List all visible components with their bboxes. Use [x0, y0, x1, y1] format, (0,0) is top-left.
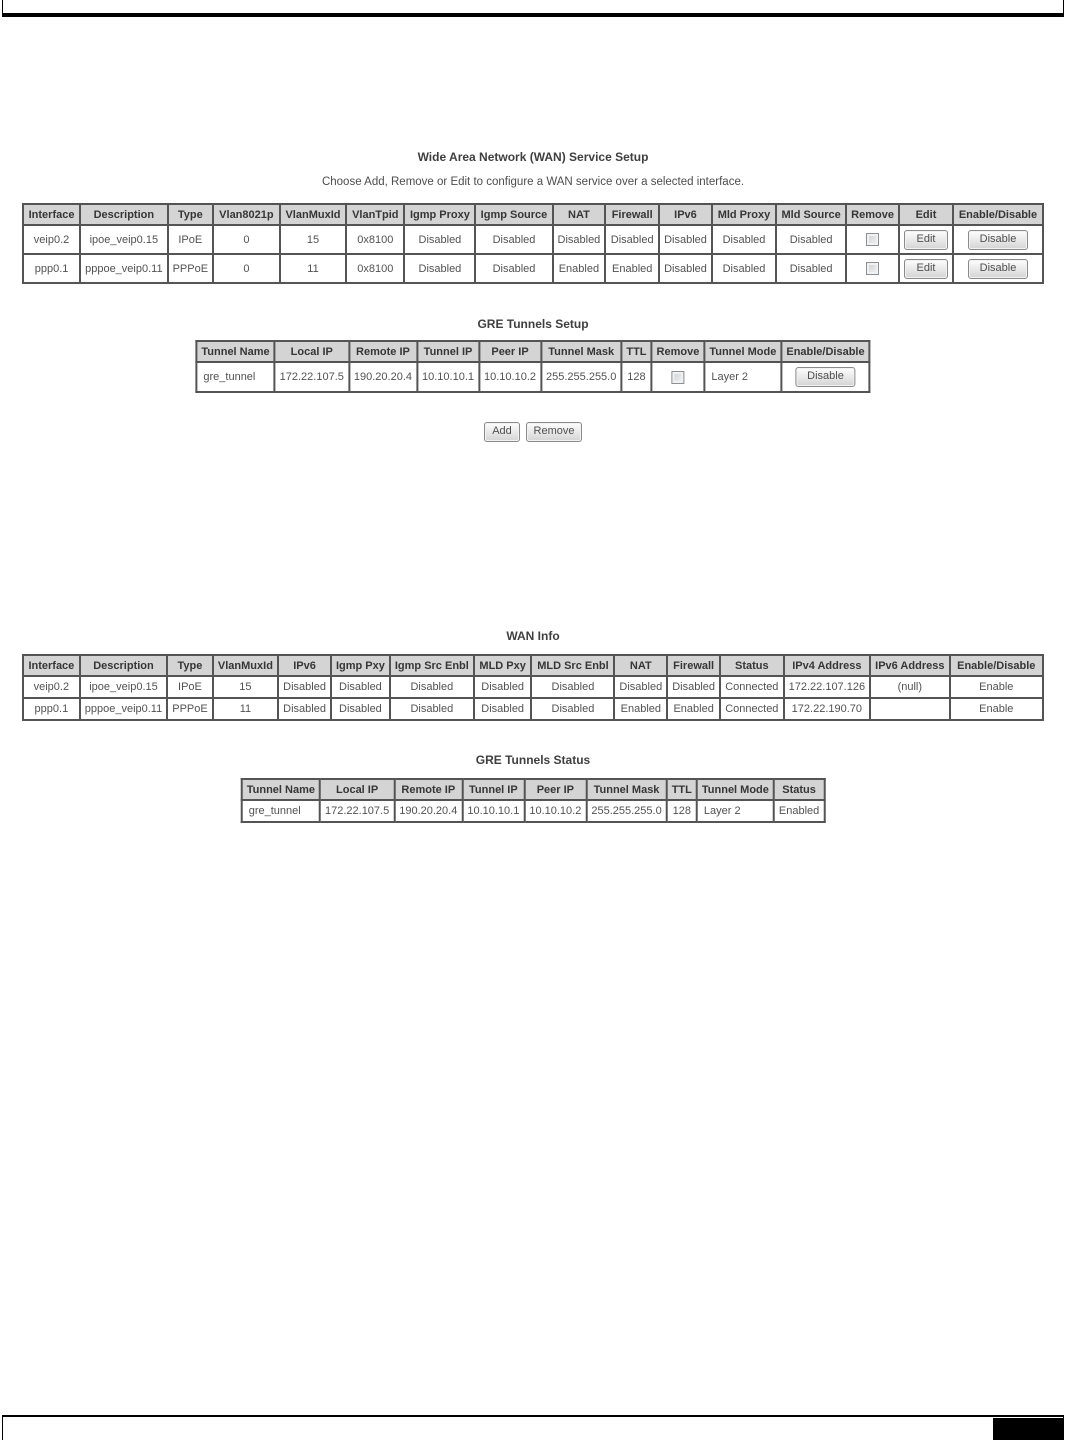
- wan-info-row-veip0-2: [23, 676, 1043, 698]
- col-vlanmuxid: VlanMuxId: [280, 204, 347, 225]
- col-nat: NAT: [553, 204, 606, 225]
- disable-button[interactable]: Disable: [968, 259, 1028, 279]
- col-local-ip: Local IP: [320, 779, 394, 800]
- col-vlanmuxid: VlanMuxId: [213, 655, 278, 676]
- col-mld-pxy: MLD Pxy: [474, 655, 532, 676]
- cell-igmp-src-enbl: Disabled: [390, 698, 474, 720]
- col-description: Description: [80, 204, 167, 225]
- col-remove: Remove: [652, 341, 705, 362]
- cell-enable-disable: Enable: [950, 698, 1043, 720]
- col-mld-source: Mld Source: [776, 204, 846, 225]
- remove-checkbox[interactable]: [866, 233, 879, 246]
- cell-firewall: Disabled: [605, 225, 659, 254]
- cell-vlan8021p: 0: [213, 254, 280, 283]
- gre-status-header-row: [242, 779, 825, 800]
- wan-setup-header-row: [23, 204, 1043, 225]
- col-igmp-proxy: Igmp Proxy: [404, 204, 475, 225]
- cell-igmp-proxy: Disabled: [404, 254, 475, 283]
- col-ipv6: IPv6: [278, 655, 331, 676]
- page-number-block: [993, 1418, 1064, 1440]
- gre-status-title: GRE Tunnels Status: [475, 753, 591, 767]
- wan-info-header-row: [23, 655, 1043, 676]
- cell-status: Connected: [720, 698, 784, 720]
- cell-peer-ip: 10.10.10.2: [524, 800, 586, 822]
- cell-vlanmuxid: 11: [213, 698, 278, 720]
- cell-local-ip: 172.22.107.5: [275, 362, 349, 392]
- cell-mld-proxy: Disabled: [712, 254, 776, 283]
- cell-mld-source: Disabled: [776, 225, 846, 254]
- cell-tunnel-ip: 10.10.10.1: [417, 362, 479, 392]
- cell-ipv4-address: 172.22.107.126: [784, 676, 870, 698]
- cell-ipv6-address: [870, 698, 949, 720]
- cell-vlan8021p: 0: [213, 225, 280, 254]
- cell-interface: ppp0.1: [23, 254, 80, 283]
- cell-vlantpid: 0x8100: [346, 254, 404, 283]
- cell-remote-ip: 190.20.20.4: [394, 800, 462, 822]
- col-tunnel-mask: Tunnel Mask: [541, 341, 621, 362]
- col-firewall: Firewall: [605, 204, 659, 225]
- col-tunnel-name: Tunnel Name: [242, 779, 320, 800]
- cell-interface: veip0.2: [23, 676, 80, 698]
- cell-type: PPPoE: [168, 254, 213, 283]
- wan-setup-subtitle: Choose Add, Remove or Edit to configure a WAN service over a selected interface.: [321, 176, 745, 188]
- cell-nat: Disabled: [553, 225, 606, 254]
- cell-igmp-pxy: Disabled: [331, 676, 390, 698]
- edit-button[interactable]: Edit: [904, 230, 948, 250]
- wan-service-setup-table: [22, 203, 1044, 284]
- cell-enable-disable: [781, 362, 869, 392]
- col-tunnel-mode: Tunnel Mode: [704, 341, 781, 362]
- cell-description: ipoe_veip0.15: [80, 225, 167, 254]
- wan-setup-title: Wide Area Network (WAN) Service Setup: [417, 150, 649, 164]
- cell-enable-disable: Enable: [950, 676, 1043, 698]
- col-vlan8021p: Vlan8021p: [213, 204, 280, 225]
- disable-button[interactable]: Disable: [795, 367, 855, 387]
- wan-info-row-ppp0-1: [23, 698, 1043, 720]
- col-igmp-pxy: Igmp Pxy: [331, 655, 390, 676]
- col-interface: Interface: [23, 655, 80, 676]
- cell-ipv6: Disabled: [278, 676, 331, 698]
- cell-type: IPoE: [168, 225, 213, 254]
- col-enable-disable: Enable/Disable: [953, 204, 1043, 225]
- cell-igmp-pxy: Disabled: [331, 698, 390, 720]
- actions-row: [0, 421, 1066, 442]
- cell-tunnel-name: gre_tunnel: [196, 362, 274, 392]
- cell-tunnel-mode: Layer 2: [704, 362, 781, 392]
- col-igmp-src-enbl: Igmp Src Enbl: [390, 655, 474, 676]
- cell-ttl: 128: [667, 800, 697, 822]
- cell-remove: [846, 254, 899, 283]
- col-remote-ip: Remote IP: [349, 341, 417, 362]
- col-local-ip: Local IP: [275, 341, 349, 362]
- page-header-rule: [2, 0, 1064, 17]
- cell-description: pppoe_veip0.11: [80, 698, 167, 720]
- cell-nat: Enabled: [614, 698, 667, 720]
- col-enable-disable: Enable/Disable: [781, 341, 869, 362]
- cell-firewall: Enabled: [667, 698, 720, 720]
- cell-interface: veip0.2: [23, 225, 80, 254]
- cell-nat: Disabled: [614, 676, 667, 698]
- col-description: Description: [80, 655, 167, 676]
- cell-remove: [652, 362, 705, 392]
- col-enable-disable: Enable/Disable: [950, 655, 1043, 676]
- cell-vlanmuxid: 11: [280, 254, 347, 283]
- cell-nat: Enabled: [553, 254, 606, 283]
- col-ipv6: IPv6: [659, 204, 712, 225]
- gre-tunnels-status-table: [241, 778, 826, 823]
- cell-remove: [846, 225, 899, 254]
- col-mld-proxy: Mld Proxy: [712, 204, 776, 225]
- cell-interface: ppp0.1: [23, 698, 80, 720]
- cell-ipv6: Disabled: [659, 254, 712, 283]
- cell-remote-ip: 190.20.20.4: [349, 362, 417, 392]
- edit-button[interactable]: Edit: [904, 259, 948, 279]
- col-ipv6-address: IPv6 Address: [870, 655, 949, 676]
- cell-mld-pxy: Disabled: [474, 676, 532, 698]
- cell-enable-disable: [953, 225, 1043, 254]
- col-remove: Remove: [846, 204, 899, 225]
- remove-checkbox[interactable]: [671, 371, 684, 384]
- gre-status-row: [242, 800, 825, 822]
- gre-setup-row: [196, 362, 869, 392]
- cell-mld-proxy: Disabled: [712, 225, 776, 254]
- gre-tunnels-setup-table: [195, 340, 870, 393]
- cell-type: PPPoE: [167, 698, 212, 720]
- gre-setup-title: GRE Tunnels Setup: [477, 317, 589, 331]
- cell-status: Connected: [720, 676, 784, 698]
- cell-local-ip: 172.22.107.5: [320, 800, 394, 822]
- cell-tunnel-name: gre_tunnel: [242, 800, 320, 822]
- col-remote-ip: Remote IP: [394, 779, 462, 800]
- disable-button[interactable]: Disable: [968, 230, 1028, 250]
- cell-type: IPoE: [167, 676, 212, 698]
- col-nat: NAT: [614, 655, 667, 676]
- cell-ttl: 128: [621, 362, 651, 392]
- cell-firewall: Enabled: [605, 254, 659, 283]
- cell-igmp-source: Disabled: [475, 225, 552, 254]
- cell-enable-disable: [953, 254, 1043, 283]
- cell-description: ipoe_veip0.15: [80, 676, 167, 698]
- wan-setup-row-veip0-2: [23, 225, 1043, 254]
- col-ttl: TTL: [667, 779, 697, 800]
- col-status: Status: [774, 779, 824, 800]
- cell-ipv6: Disabled: [659, 225, 712, 254]
- cell-mld-src-enbl: Disabled: [531, 676, 614, 698]
- col-tunnel-mode: Tunnel Mode: [697, 779, 774, 800]
- col-tunnel-name: Tunnel Name: [196, 341, 274, 362]
- col-status: Status: [720, 655, 784, 676]
- col-interface: Interface: [23, 204, 80, 225]
- wan-setup-row-ppp0-1: [23, 254, 1043, 283]
- remove-checkbox[interactable]: [866, 262, 879, 275]
- cell-tunnel-mask: 255.255.255.0: [586, 800, 666, 822]
- cell-tunnel-ip: 10.10.10.1: [462, 800, 524, 822]
- cell-tunnel-mask: 255.255.255.0: [541, 362, 621, 392]
- cell-peer-ip: 10.10.10.2: [479, 362, 541, 392]
- remove-button[interactable]: Remove: [526, 422, 582, 442]
- col-mld-src-enbl: MLD Src Enbl: [531, 655, 614, 676]
- cell-tunnel-mode: Layer 2: [697, 800, 774, 822]
- col-type: Type: [167, 655, 212, 676]
- cell-edit: [899, 254, 953, 283]
- col-tunnel-ip: Tunnel IP: [462, 779, 524, 800]
- col-peer-ip: Peer IP: [479, 341, 541, 362]
- cell-igmp-src-enbl: Disabled: [390, 676, 474, 698]
- cell-vlanmuxid: 15: [280, 225, 347, 254]
- cell-mld-src-enbl: Disabled: [531, 698, 614, 720]
- cell-mld-source: Disabled: [776, 254, 846, 283]
- wan-info-table: [22, 654, 1044, 721]
- col-tunnel-ip: Tunnel IP: [417, 341, 479, 362]
- col-firewall: Firewall: [667, 655, 720, 676]
- cell-edit: [899, 225, 953, 254]
- gre-setup-header-row: [196, 341, 869, 362]
- cell-description: pppoe_veip0.11: [80, 254, 167, 283]
- cell-mld-pxy: Disabled: [474, 698, 532, 720]
- col-peer-ip: Peer IP: [524, 779, 586, 800]
- cell-igmp-source: Disabled: [475, 254, 552, 283]
- col-type: Type: [168, 204, 213, 225]
- cell-vlantpid: 0x8100: [346, 225, 404, 254]
- col-ipv4-address: IPv4 Address: [784, 655, 870, 676]
- cell-firewall: Disabled: [667, 676, 720, 698]
- cell-vlanmuxid: 15: [213, 676, 278, 698]
- wan-info-title: WAN Info: [506, 629, 560, 643]
- add-button[interactable]: Add: [484, 422, 520, 442]
- page-footer-rule: [2, 1415, 1064, 1440]
- col-ttl: TTL: [621, 341, 651, 362]
- col-tunnel-mask: Tunnel Mask: [586, 779, 666, 800]
- cell-igmp-proxy: Disabled: [404, 225, 475, 254]
- cell-ipv4-address: 172.22.190.70: [784, 698, 870, 720]
- cell-ipv6: Disabled: [278, 698, 331, 720]
- col-igmp-source: Igmp Source: [475, 204, 552, 225]
- col-edit: Edit: [899, 204, 953, 225]
- cell-ipv6-address: (null): [870, 676, 949, 698]
- col-vlantpid: VlanTpid: [346, 204, 404, 225]
- cell-status: Enabled: [774, 800, 824, 822]
